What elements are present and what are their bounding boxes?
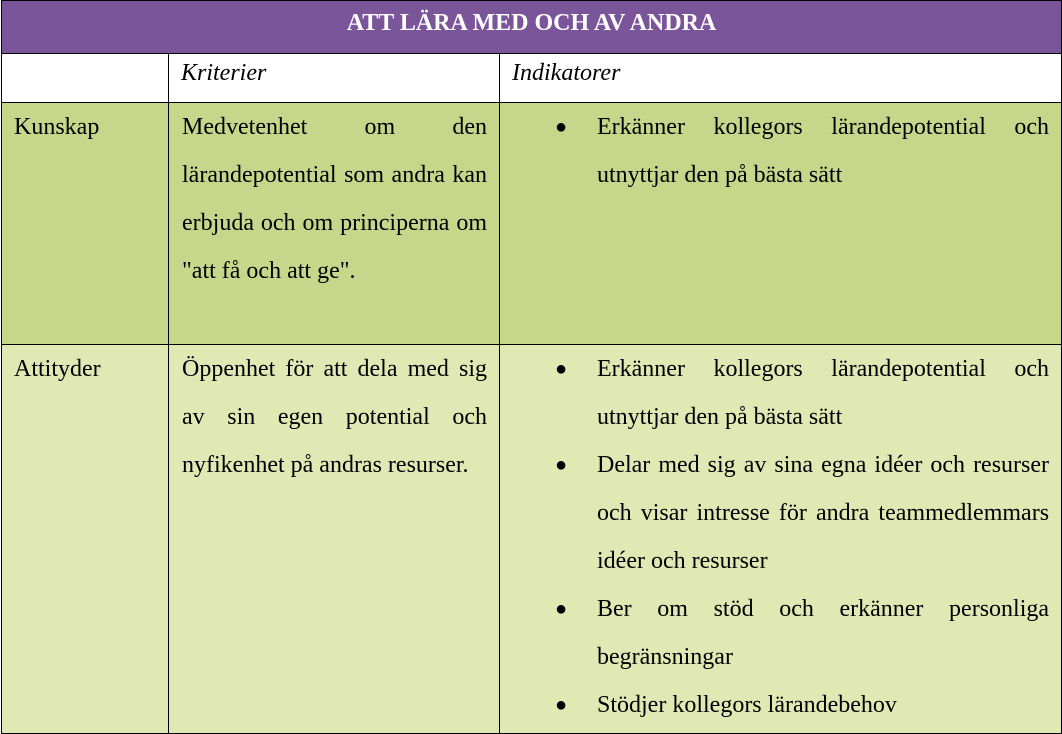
indicator-text: Stödjer kollegors lärandebehov	[597, 692, 897, 718]
criteria-cell: Öppenhet för att dela med sig av sin egen potential och nyfikenhet på andras resurser.	[169, 345, 500, 734]
list-item	[500, 103, 1049, 199]
header-empty	[2, 54, 169, 103]
bullet-icon: ●	[555, 694, 568, 716]
header-kriterier: Kriterier	[169, 54, 500, 103]
indicator-text: Erkänner kollegors lärandepotential och utnyttjar den på bästa sätt	[597, 356, 1050, 430]
table-row-kunskap	[2, 103, 1062, 345]
indicator-list	[500, 345, 1049, 729]
indicators-cell	[500, 103, 1062, 345]
table-title: ATT LÄRA MED OCH AV ANDRA	[2, 1, 1062, 54]
bullet-icon: ●	[555, 116, 568, 138]
list-item	[500, 681, 1049, 729]
indicator-text: Erkänner kollegors lärandepotential och utnyttjar den på bästa sätt	[597, 114, 1050, 188]
table-row-attityder	[2, 345, 1062, 734]
category-cell: Attityder	[2, 345, 169, 734]
list-item	[500, 345, 1049, 441]
indicators-cell	[500, 345, 1062, 734]
header-row	[2, 54, 1062, 103]
criteria-cell: Medvetenhet om den lärandepotential som andra kan erbjuda och om principerna om "att få och att ge".	[169, 103, 500, 345]
title-row	[2, 1, 1062, 54]
indicator-list	[500, 103, 1049, 199]
list-item	[500, 585, 1049, 681]
list-item	[500, 441, 1049, 585]
competence-table	[1, 0, 1062, 734]
indicator-text: Delar med sig av sina egna idéer och resurser och visar intresse för andra teammedlemmars idéer och resurser	[597, 452, 1050, 574]
indicator-text: Ber om stöd och erkänner personliga begränsningar	[597, 596, 1050, 670]
bullet-icon: ●	[555, 358, 568, 380]
bullet-icon: ●	[555, 598, 568, 620]
bullet-icon: ●	[555, 454, 568, 476]
header-indikatorer: Indikatorer	[500, 54, 1062, 103]
category-cell: Kunskap	[2, 103, 169, 345]
